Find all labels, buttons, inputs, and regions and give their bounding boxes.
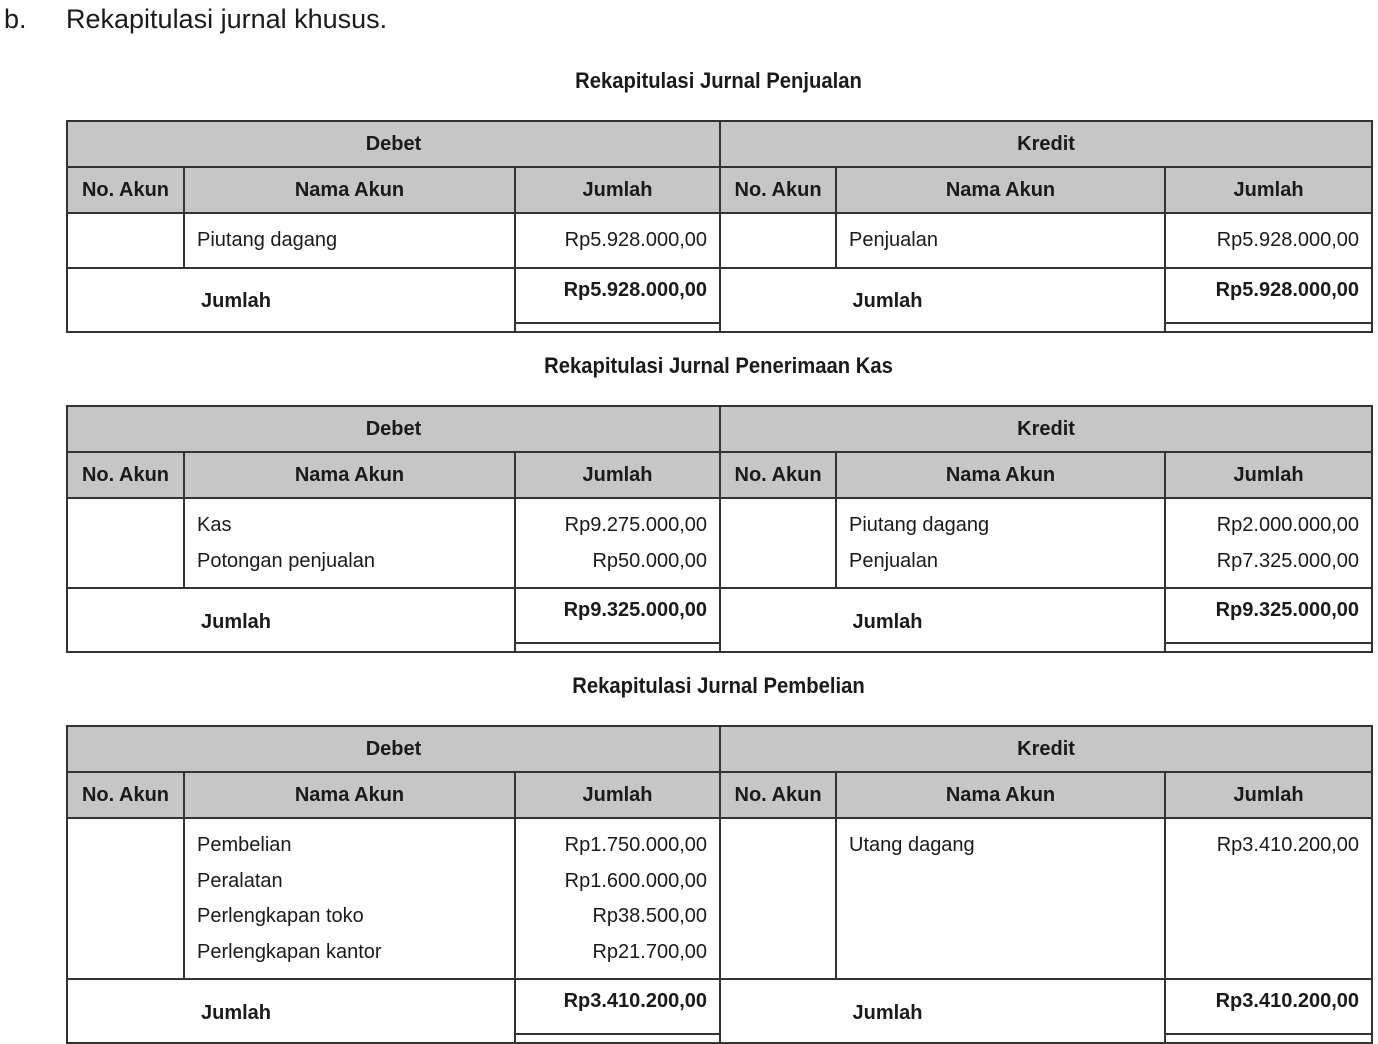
col-header-no-akun: No. Akun xyxy=(720,452,836,498)
col-header-jumlah: Jumlah xyxy=(515,167,720,213)
debet-no-akun-cell xyxy=(67,818,184,979)
col-header-nama-akun: Nama Akun xyxy=(836,772,1165,818)
cell-line-no-akun xyxy=(80,544,171,580)
total-row xyxy=(67,979,1372,1043)
col-header-nama-akun: Nama Akun xyxy=(836,452,1165,498)
debet-no-akun-cell xyxy=(67,213,184,268)
debet-nama-akun-cell xyxy=(184,498,515,588)
col-header-nama-akun: Nama Akun xyxy=(184,772,515,818)
debet-no-akun-cell xyxy=(67,498,184,588)
kredit-total-label: Jumlah xyxy=(720,979,1165,1043)
section-title-pembelian: Rekapitulasi Jurnal Pembelian xyxy=(572,673,865,698)
kredit-no-akun-cell xyxy=(720,818,836,979)
cell-line-no-akun xyxy=(80,223,171,259)
debet-jumlah-cell xyxy=(515,498,720,588)
kredit-header: Kredit xyxy=(720,726,1372,772)
cell-line-jumlah: Rp5.928.000,00 xyxy=(564,229,708,251)
cell-line-jumlah: Rp38.500,00 xyxy=(592,905,708,927)
cell-line-nama-akun: Peralatan xyxy=(197,869,283,892)
cell-line-no-akun xyxy=(733,544,823,580)
col-header-nama-akun: Nama Akun xyxy=(836,167,1165,213)
kredit-header: Kredit xyxy=(720,121,1372,167)
total-row xyxy=(67,588,1372,652)
debet-total-label: Jumlah xyxy=(67,588,515,652)
kredit-no-akun-cell xyxy=(720,213,836,268)
kredit-nama-akun-cell xyxy=(836,498,1165,588)
debet-total-amount xyxy=(515,588,720,652)
col-header-jumlah: Jumlah xyxy=(515,772,720,818)
kredit-no-akun-cell xyxy=(720,498,836,588)
cell-line-jumlah: Rp2.000.000,00 xyxy=(1216,514,1360,536)
cell-line-no-akun xyxy=(733,508,823,544)
col-header-no-akun: No. Akun xyxy=(720,772,836,818)
kredit-nama-akun-cell xyxy=(836,818,1165,979)
heading-marker: b. xyxy=(4,4,27,34)
debet-jumlah-cell xyxy=(515,818,720,979)
cell-line-no-akun xyxy=(80,828,171,864)
debet-header: Debet xyxy=(67,726,720,772)
kredit-total-label: Jumlah xyxy=(720,268,1165,332)
debet-nama-akun-cell xyxy=(184,818,515,979)
col-header-no-akun: No. Akun xyxy=(67,772,184,818)
kredit-total-value: Rp5.928.000,00 xyxy=(1215,278,1360,301)
section-title-penjualan: Rekapitulasi Jurnal Penjualan xyxy=(575,68,862,93)
debet-total-label: Jumlah xyxy=(67,979,515,1043)
table-row xyxy=(67,213,1372,268)
debet-nama-akun-cell xyxy=(184,213,515,268)
cell-line-jumlah: Rp5.928.000,00 xyxy=(1216,229,1360,251)
kredit-jumlah-cell xyxy=(1165,498,1372,588)
cell-line-no-akun xyxy=(80,508,171,544)
col-header-jumlah: Jumlah xyxy=(515,452,720,498)
debet-header: Debet xyxy=(67,406,720,452)
col-header-jumlah: Jumlah xyxy=(1165,452,1372,498)
col-header-no-akun: No. Akun xyxy=(67,167,184,213)
cell-line-jumlah: Rp1.750.000,00 xyxy=(564,834,708,856)
col-header-nama-akun: Nama Akun xyxy=(184,452,515,498)
cell-line-nama-akun: Perlengkapan toko xyxy=(197,905,364,927)
cell-line-nama-akun: Piutang dagang xyxy=(197,229,338,251)
kredit-jumlah-cell xyxy=(1165,213,1372,268)
kredit-nama-akun-cell xyxy=(836,213,1165,268)
kredit-total-amount xyxy=(1165,588,1372,652)
kredit-header: Kredit xyxy=(720,406,1372,452)
recap-table-penjualan xyxy=(66,120,1373,333)
debet-total-amount xyxy=(515,268,720,332)
debet-total-value: Rp9.325.000,00 xyxy=(563,599,708,621)
col-header-nama-akun: Nama Akun xyxy=(184,167,515,213)
cell-line-no-akun xyxy=(80,864,171,900)
heading-title: Rekapitulasi jurnal khusus. xyxy=(66,4,388,34)
cell-line-nama-akun: Kas xyxy=(197,514,232,536)
kredit-total-value: Rp3.410.200,00 xyxy=(1215,990,1360,1012)
cell-line-jumlah: Rp50.000,00 xyxy=(592,549,708,572)
cell-line-jumlah: Rp7.325.000,00 xyxy=(1216,549,1360,572)
debet-total-amount xyxy=(515,979,720,1043)
recap-table-penerimaan-kas xyxy=(66,405,1373,653)
cell-line-no-akun xyxy=(80,935,171,971)
cell-line-no-akun xyxy=(80,899,171,935)
cell-line-jumlah: Rp1.600.000,00 xyxy=(564,869,708,892)
table-row xyxy=(67,498,1372,588)
table-row xyxy=(67,818,1372,979)
cell-line-nama-akun: Potongan penjualan xyxy=(197,549,375,572)
debet-header: Debet xyxy=(67,121,720,167)
debet-total-value: Rp3.410.200,00 xyxy=(563,990,708,1012)
section-title-penerimaan-kas: Rekapitulasi Jurnal Penerimaan Kas xyxy=(544,353,893,378)
cell-line-jumlah: Rp3.410.200,00 xyxy=(1216,834,1360,856)
cell-line-no-akun xyxy=(733,828,823,864)
recap-table-pembelian xyxy=(66,725,1373,1044)
kredit-jumlah-cell xyxy=(1165,818,1372,979)
cell-line-jumlah: Rp9.275.000,00 xyxy=(564,514,708,536)
col-header-jumlah: Jumlah xyxy=(1165,772,1372,818)
kredit-total-value: Rp9.325.000,00 xyxy=(1215,599,1360,621)
kredit-total-amount xyxy=(1165,979,1372,1043)
cell-line-nama-akun: Piutang dagang xyxy=(849,514,990,536)
cell-line-nama-akun: Pembelian xyxy=(197,834,292,856)
kredit-total-label: Jumlah xyxy=(720,588,1165,652)
col-header-no-akun: No. Akun xyxy=(67,452,184,498)
col-header-jumlah: Jumlah xyxy=(1165,167,1372,213)
kredit-total-amount xyxy=(1165,268,1372,332)
total-row xyxy=(67,268,1372,332)
cell-line-nama-akun: Penjualan xyxy=(849,549,938,572)
col-header-no-akun: No. Akun xyxy=(720,167,836,213)
debet-total-value: Rp5.928.000,00 xyxy=(563,278,708,301)
cell-line-nama-akun: Utang dagang xyxy=(849,834,975,856)
cell-line-nama-akun: Penjualan xyxy=(849,229,938,251)
debet-total-label: Jumlah xyxy=(67,268,515,332)
cell-line-jumlah: Rp21.700,00 xyxy=(592,940,708,963)
cell-line-no-akun xyxy=(733,223,823,259)
cell-line-nama-akun: Perlengkapan kantor xyxy=(197,940,382,963)
debet-jumlah-cell xyxy=(515,213,720,268)
